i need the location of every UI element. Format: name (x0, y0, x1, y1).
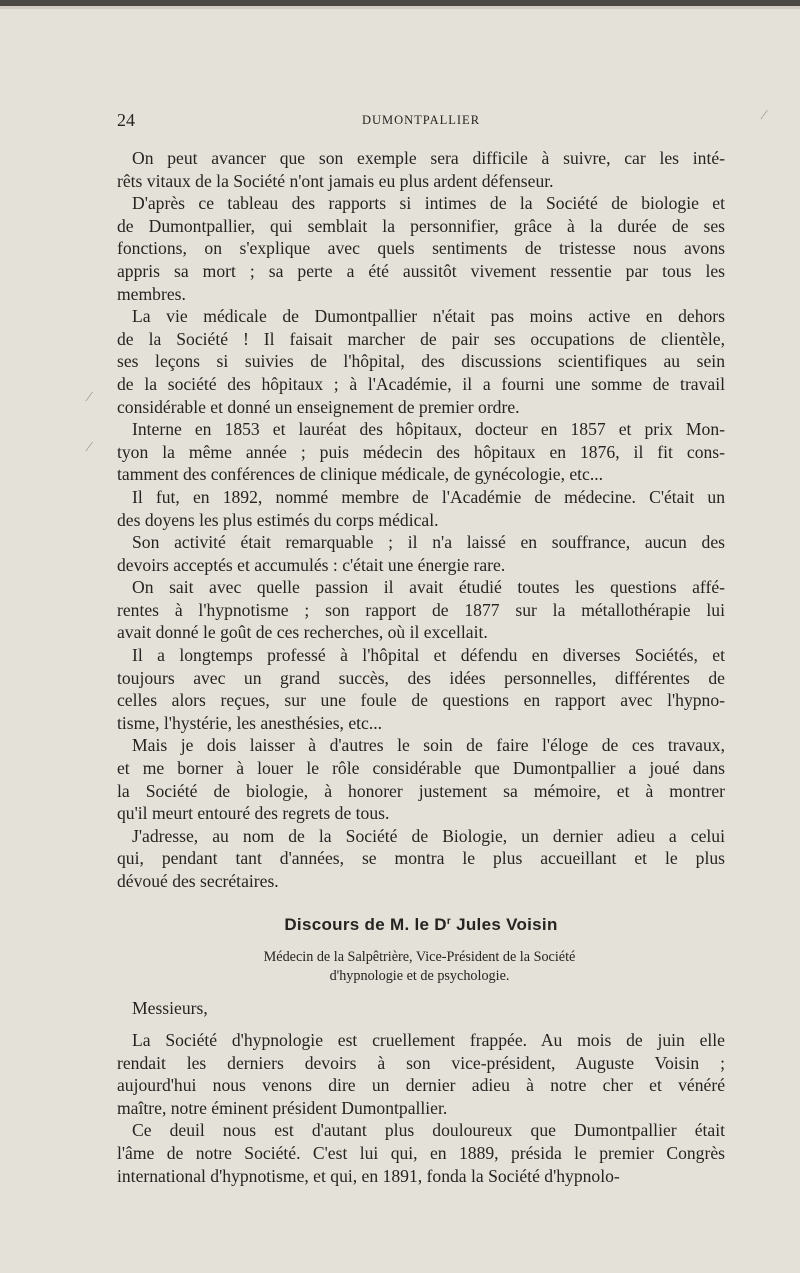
margin-mark: ⁄ (763, 108, 766, 123)
section-title-name: Jules Voisin (451, 915, 558, 934)
running-title: DUMONTPALLIER (361, 113, 481, 127)
subtitle-line: d'hypnologie et de psychologie. (329, 968, 510, 984)
text-line: Il fut, en 1892, nommé membre de l'Académie de médecine. C'était un (132, 486, 725, 507)
text-line: membres. (117, 283, 186, 304)
text-line: avait donné le goût de ces recherches, où il excellait. (117, 622, 488, 643)
text-line: rendait les derniers devoirs à son vice-président, Auguste Voisin ; (117, 1052, 725, 1073)
text-line: la Société de biologie, à honorer justement sa mémoire, et à montrer (117, 780, 725, 801)
section-title-superscript: r (446, 916, 452, 927)
section-title-text: Discours de M. le D (284, 915, 447, 934)
text-line: de Dumontpallier, qui semblait la personnifier, grâce à la durée de ses (117, 215, 725, 236)
text-line: ses leçons si suivies de l'hôpital, des discussions scientifiques au sein (117, 351, 725, 372)
text-line: J'adresse, au nom de la Société de Biologie, un dernier adieu a celui (132, 825, 725, 846)
text-line: La vie médicale de Dumontpallier n'était pas moins active en dehors (132, 306, 725, 327)
text-line: tamment des conférences de clinique médicale, de gynécologie, etc... (117, 464, 604, 485)
text-line: dévoué des secrétaires. (117, 871, 279, 891)
text-line: tisme, l'hystérie, les anesthésies, etc... (117, 712, 383, 733)
page-number: 24 (117, 110, 135, 130)
text-line: rêts vitaux de la Société n'ont jamais eu plus ardent défenseur. (117, 170, 554, 191)
text-line: international d'hypnotisme, et qui, en 1891, fonda la Société d'hypnolo- (117, 1165, 620, 1186)
text-line: D'après ce tableau des rapports si intimes de la Société de biologie et (132, 193, 725, 214)
text-line: qu'il meurt entouré des regrets de tous. (117, 803, 390, 824)
text-line: appris sa mort ; sa perte a été aussitôt vivement ressentie par tous les (117, 260, 725, 281)
text-line: Ce deuil nous est d'autant plus douloureux que Dumontpallier était (132, 1120, 725, 1141)
text-line: de la Société ! Il faisait marcher de pair ses occupations de clientèle, (117, 328, 725, 349)
text-line: La Société d'hypnologie est cruellement frappée. Au mois de juin elle (132, 1030, 725, 1050)
text-line: Il a longtemps professé à l'hôpital et défendu en diverses Sociétés, et (132, 645, 725, 666)
text-line: l'âme de notre Société. C'est lui qui, en 1889, présida le premier Congrès (117, 1142, 725, 1163)
section-subtitle (187, 948, 652, 986)
text-line: tyon la même année ; puis médecin des hôpitaux en 1876, il fit cons- (117, 441, 725, 462)
text-line: fonctions, on s'explique avec quels sentiments de tristesse nous avons (117, 238, 725, 259)
text-line: Interne en 1853 et lauréat des hôpitaux, docteur en 1857 et prix Mon- (132, 419, 725, 440)
main-text (117, 147, 725, 893)
salutation: Messieurs, (132, 998, 208, 1018)
running-head (117, 110, 725, 134)
text-line: rentes à l'hypnotisme ; son rapport de 1877 sur la métallothérapie lui (117, 599, 725, 620)
margin-mark: ⁄ (88, 440, 91, 455)
text-line: et me borner à louer le rôle considérable que Dumontpallier a joué dans (117, 758, 725, 779)
page-top-edge-shadow (0, 6, 800, 9)
text-line: On sait avec quelle passion il avait étudié toutes les questions affé- (132, 577, 725, 598)
text-line: des doyens les plus estimés du corps médical. (117, 509, 439, 530)
text-line: devoirs acceptés et accumulés : c'était une énergie rare. (117, 554, 506, 575)
text-line: qui, pendant tant d'années, se montra le plus accueillant et le plus (117, 848, 725, 869)
speech-text (117, 1029, 725, 1187)
text-line: Son activité était remarquable ; il n'a laissé en souffrance, aucun des (132, 532, 725, 553)
text-line: celles alors reçues, sur une foule de questions en rapport avec l'hypno- (117, 690, 725, 711)
text-line: maître, notre éminent président Dumontpallier. (117, 1097, 448, 1118)
text-line: considérable et donné un enseignement de premier ordre. (117, 396, 520, 417)
text-line: de la société des hôpitaux ; à l'Académie, il a fourni une somme de travail (117, 373, 725, 394)
section-title (117, 915, 725, 935)
text-line: Mais je dois laisser à d'autres le soin de faire l'éloge de ces travaux, (132, 735, 725, 756)
text-line: toujours avec un grand succès, des idées personnelles, différentes de (117, 667, 725, 688)
subtitle-line: Médecin de la Salpêtrière, Vice-Président de la Société (263, 949, 576, 965)
text-line: aujourd'hui nous venons dire un dernier adieu à notre cher et vénéré (117, 1075, 725, 1096)
text-line: On peut avancer que son exemple sera difficile à suivre, car les inté- (132, 148, 725, 168)
margin-mark: ⁄ (88, 390, 91, 405)
